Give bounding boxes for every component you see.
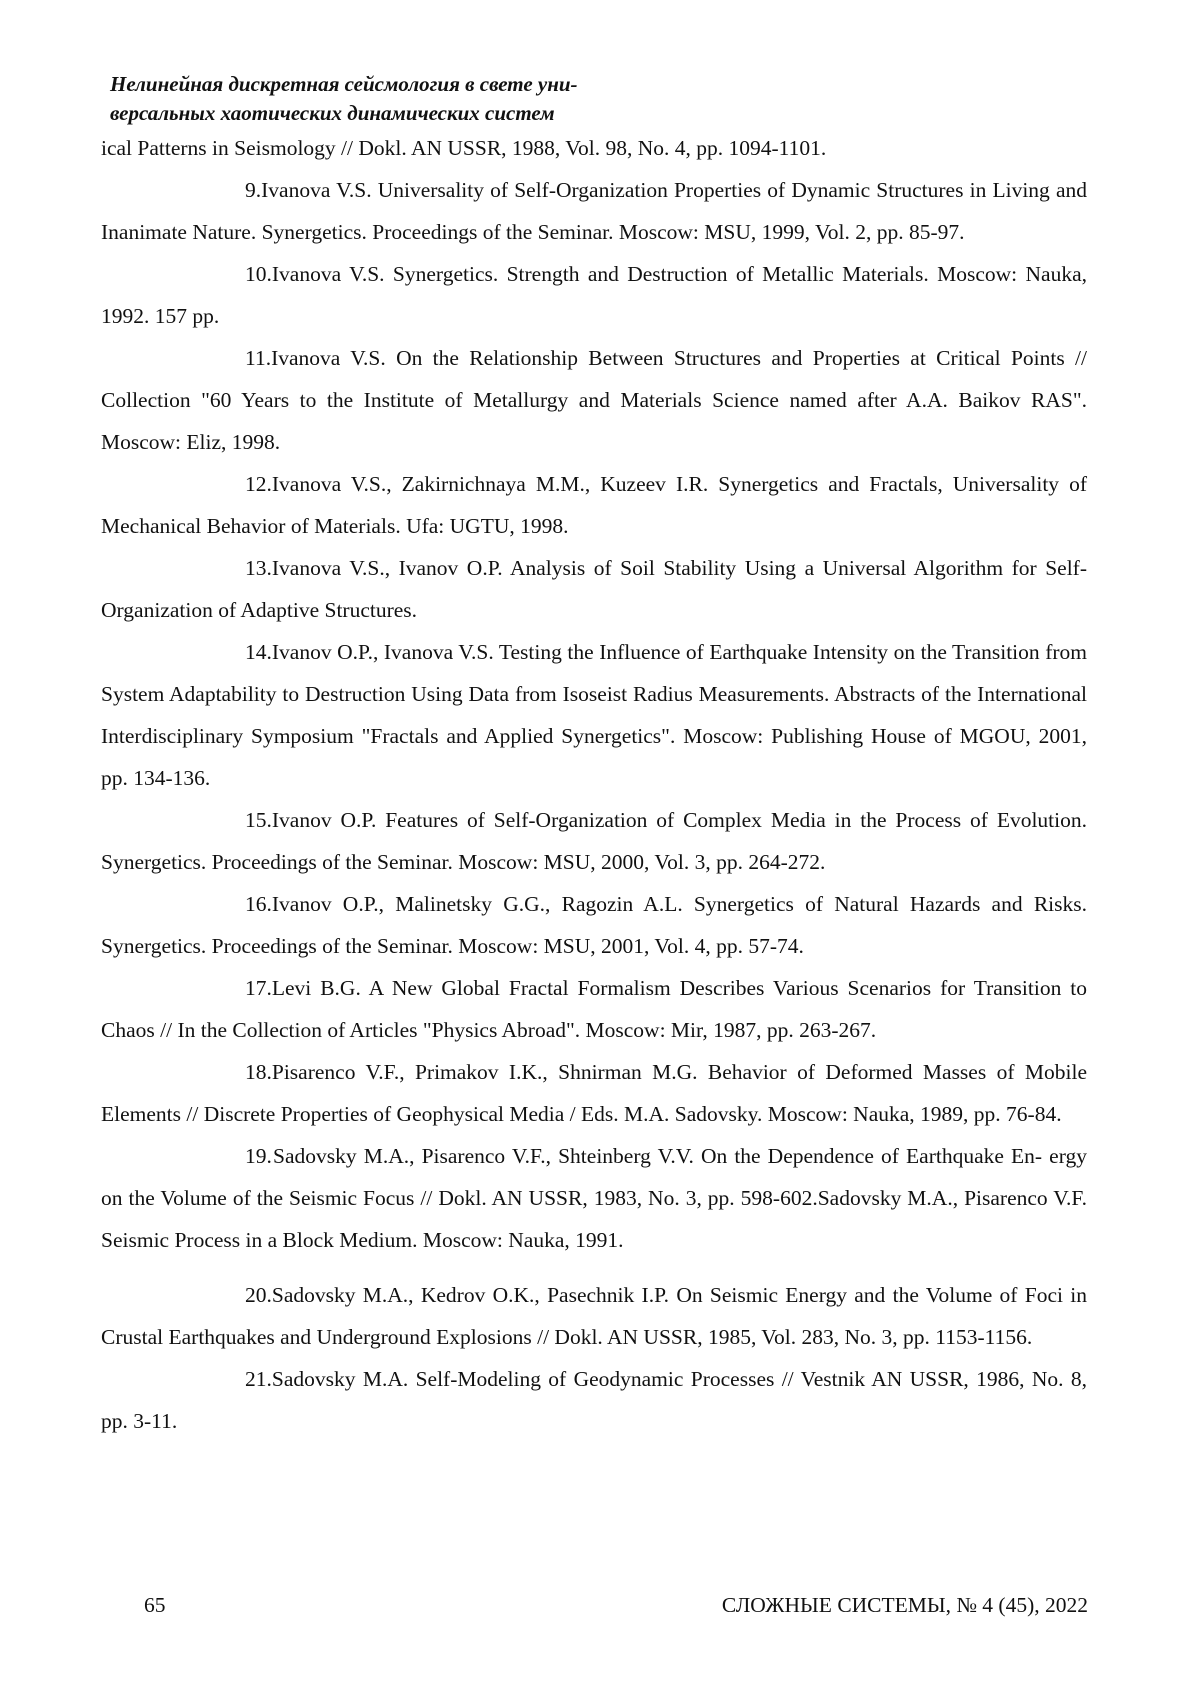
reference-text: Ivanova V.S. On the Relationship Between Structures and Properties at Critical Points // Collection "60 Years to the Institute of Metallurgy and Materials Science named after A.A. Baikov RAS". Moscow: Eliz, 1998. (101, 346, 1087, 454)
reference-item (101, 1274, 1087, 1358)
reference-text: Sadovsky M.A., Kedrov O.K., Pasechnik I.P. On Seismic Energy and the Volume of Foci in Crustal Earthquakes and Underground Explosions // Dokl. AN USSR, 1985, Vol. 283, No. 3, pp. 1153-1156. (101, 1283, 1087, 1349)
reference-number: 9. (245, 178, 262, 202)
reference-item (101, 463, 1087, 547)
reference-item (101, 883, 1087, 967)
reference-text: Ivanov O.P. Features of Self-Organization of Complex Media in the Process of Evolution. Synergetics. Proceedings of the Seminar. Moscow: MSU, 2000, Vol. 3, pp. 264-272. (101, 808, 1087, 874)
reference-text: Pisarenco V.F., Primakov I.K., Shnirman M.G. Behavior of Deformed Masses of Mobile Elements // Discrete Properties of Geophysical Media / Eds. M.A. Sadovsky. Moscow: Nauka, 1989, pp. 76-84. (101, 1060, 1087, 1126)
reference-text: Sadovsky M.A. Self-Modeling of Geodynamic Processes // Vestnik AN USSR, 1986, No. 8, pp. 3-11. (101, 1367, 1087, 1433)
reference-text: Ivanova V.S. Synergetics. Strength and Destruction of Metallic Materials. Moscow: Nauka, 1992. 157 pp. (101, 262, 1087, 328)
reference-text: Ivanova V.S., Zakirnichnaya M.M., Kuzeev I.R. Synergetics and Fractals, Universality of Mechanical Behavior of Materials. Ufa: UGTU, 1998. (101, 472, 1087, 538)
reference-number: 15. (245, 808, 272, 832)
reference-item (101, 1135, 1087, 1261)
reference-text: Ivanova V.S., Ivanov O.P. Analysis of Soil Stability Using a Universal Algorithm for Self-Organization of Adaptive Structures. (101, 556, 1087, 622)
reference-number: 11. (245, 346, 272, 370)
journal-name: СЛОЖНЫЕ СИСТЕМЫ, № 4 (45), 2022 (721, 1593, 1088, 1617)
reference-number: 10. (245, 262, 272, 286)
running-header-line-2: версальных хаотических динамических систем (110, 101, 555, 125)
running-header (110, 70, 730, 128)
reference-number: 12. (245, 472, 272, 496)
reference-continuation: ical Patterns in Seismology // Dokl. AN USSR, 1988, Vol. 98, No. 4, pp. 1094-1101. (101, 136, 827, 160)
reference-number: 14. (245, 640, 272, 664)
reference-number: 17. (245, 976, 272, 1000)
reference-number: 19. (245, 1144, 272, 1168)
reference-item (101, 967, 1087, 1051)
reference-number: 16. (245, 892, 272, 916)
reference-text: Ivanov O.P., Malinetsky G.G., Ragozin A.L. Synergetics of Natural Hazards and Risks. Synergetics. Proceedings of the Seminar. Moscow: MSU, 2001, Vol. 4, pp. 57-74. (101, 892, 1087, 958)
reference-item (101, 169, 1087, 253)
reference-text: Levi B.G. A New Global Fractal Formalism Describes Various Scenarios for Transition to Chaos // In the Collection of Articles "Physics Abroad". Moscow: Mir, 1987, pp. 263-267. (101, 976, 1087, 1042)
reference-text: Sadovsky M.A., Pisarenco V.F., Shteinberg V.V. On the Dependence of Earthquake En- ergy on the Volume of the Seismic Focus // Dokl. AN USSR, 1983, No. 3, pp. 598-602.Sadovsky M.A., Pisarenco V.F. Seismic Process in a Block Medium. Moscow: Nauka, 1991. (101, 1144, 1087, 1252)
reference-number: 21. (245, 1367, 272, 1391)
reference-list (101, 127, 1087, 1442)
reference-number: 13. (245, 556, 272, 580)
page-number: 65 (144, 1593, 166, 1617)
reference-item (101, 799, 1087, 883)
reference-text: Ivanov O.P., Ivanova V.S. Testing the Influence of Earthquake Intensity on the Transition from System Adaptability to Destruction Using Data from Isoseist Radius Measurements. Abstracts of the International Interdisciplinary Symposium "Fractals and Applied Synergetics". Moscow: Publishing House of MGOU, 2001, pp. 134-136. (101, 640, 1087, 790)
reference-item (101, 253, 1087, 337)
reference-item (101, 631, 1087, 799)
reference-number: 18. (245, 1060, 272, 1084)
running-header-line-1: Нелинейная дискретная сейсмология в свете уни- (110, 72, 578, 96)
reference-number: 20. (245, 1283, 272, 1307)
reference-item (101, 547, 1087, 631)
reference-item (101, 1358, 1087, 1442)
reference-item (101, 1051, 1087, 1135)
reference-item (101, 337, 1087, 463)
reference-text: Ivanova V.S. Universality of Self-Organization Properties of Dynamic Structures in Living and Inanimate Nature. Synergetics. Proceedings of the Seminar. Moscow: MSU, 1999, Vol. 2, pp. 85-97. (101, 178, 1087, 244)
